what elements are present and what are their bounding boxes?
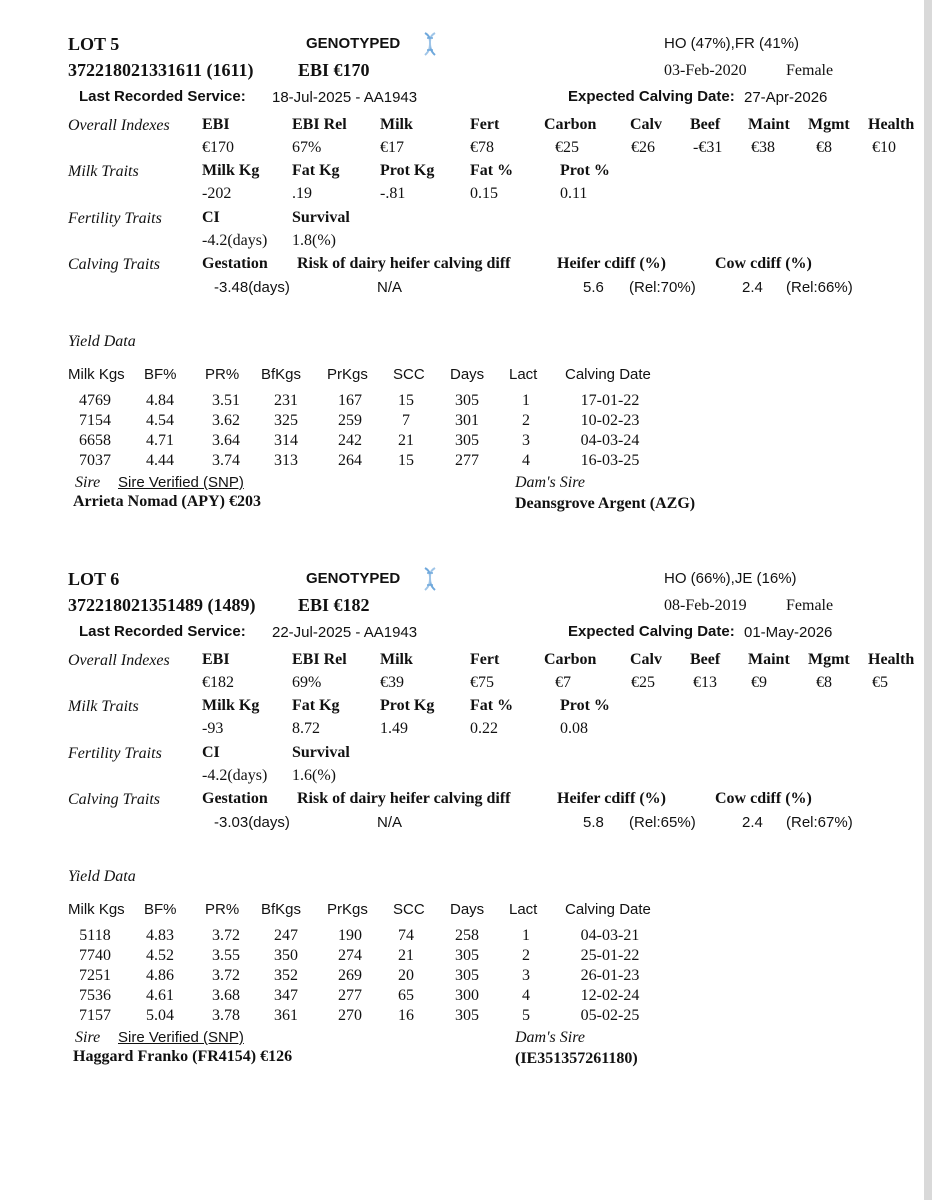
yield-cell: 2 bbox=[522, 947, 530, 964]
milk-trait-value: 0.08 bbox=[560, 720, 588, 737]
yield-column-header: Lact bbox=[509, 366, 538, 383]
yield-cell: 4.83 bbox=[146, 927, 174, 944]
cow-cdiff-value: 2.4 bbox=[742, 279, 763, 296]
yield-cell: 7157 bbox=[79, 1007, 111, 1024]
yield-cell: 258 bbox=[455, 927, 479, 944]
milk-trait-value: 1.49 bbox=[380, 720, 408, 737]
yield-cell: 259 bbox=[338, 412, 362, 429]
sire-name: Arrieta Nomad (APY) €203 bbox=[73, 493, 261, 510]
yield-cell: 7740 bbox=[79, 947, 111, 964]
yield-row bbox=[0, 967, 700, 987]
milk-trait-value: 0.11 bbox=[560, 185, 588, 202]
last-service-value: 22-Jul-2025 - AA1943 bbox=[272, 624, 418, 641]
yield-cell: 21 bbox=[398, 432, 414, 449]
yield-cell: 242 bbox=[338, 432, 362, 449]
milk-trait-value: -202 bbox=[202, 185, 232, 202]
date-of-birth: 08-Feb-2019 bbox=[664, 597, 747, 614]
milk-trait-header: Prot % bbox=[560, 162, 610, 179]
yield-cell: 347 bbox=[274, 987, 298, 1004]
sex: Female bbox=[786, 62, 834, 79]
heifer-cdiff-rel: (Rel:65%) bbox=[629, 814, 696, 831]
breed-composition: HO (47%),FR (41%) bbox=[664, 35, 800, 52]
fertility-value-survival: 1.8(%) bbox=[292, 232, 336, 249]
yield-cell: 3.72 bbox=[212, 927, 240, 944]
overall-index-value: €39 bbox=[380, 674, 404, 691]
overall-indexes-label: Overall Indexes bbox=[68, 652, 170, 669]
yield-cell: 4 bbox=[522, 452, 530, 469]
cow-cdiff-value: 2.4 bbox=[742, 814, 763, 831]
heifer-cdiff-value: 5.8 bbox=[583, 814, 604, 831]
yield-row bbox=[0, 927, 700, 947]
yield-cell: 6658 bbox=[79, 432, 111, 449]
calving-traits-label: Calving Traits bbox=[68, 791, 161, 808]
yield-cell: 74 bbox=[398, 927, 414, 944]
yield-cell: 305 bbox=[455, 1007, 479, 1024]
fertility-value-survival: 1.6(%) bbox=[292, 767, 336, 784]
yield-cell: 305 bbox=[455, 432, 479, 449]
yield-row bbox=[0, 432, 700, 452]
ebi-headline: EBI €170 bbox=[298, 60, 370, 80]
overall-index-header: EBI Rel bbox=[292, 651, 347, 668]
expected-calving-label: Expected Calving Date: bbox=[568, 623, 735, 640]
cow-cdiff-rel: (Rel:66%) bbox=[786, 279, 853, 296]
yield-cell: 3.55 bbox=[212, 947, 240, 964]
dams-sire-name: (IE351357261180) bbox=[515, 1050, 638, 1067]
yield-column-header: BF% bbox=[144, 366, 177, 383]
yield-cell: 65 bbox=[398, 987, 414, 1004]
yield-row bbox=[0, 392, 700, 412]
yield-column-header: PrKgs bbox=[327, 366, 368, 383]
yield-cell: 20 bbox=[398, 967, 414, 984]
dna-icon bbox=[422, 32, 438, 56]
yield-cell: 5 bbox=[522, 1007, 530, 1024]
yield-row bbox=[0, 1007, 700, 1027]
yield-cell: 4.61 bbox=[146, 987, 174, 1004]
genotyped-label: GENOTYPED bbox=[306, 570, 401, 587]
yield-cell: 3.51 bbox=[212, 392, 240, 409]
overall-index-header: Beef bbox=[690, 651, 721, 668]
overall-indexes-label: Overall Indexes bbox=[68, 117, 170, 134]
yield-cell: 3 bbox=[522, 967, 530, 984]
milk-trait-value: 0.15 bbox=[470, 185, 498, 202]
overall-index-header: EBI Rel bbox=[292, 116, 347, 133]
fertility-traits-label: Fertility Traits bbox=[68, 210, 162, 227]
yield-cell: 301 bbox=[455, 412, 479, 429]
yield-cell: 274 bbox=[338, 947, 362, 964]
expected-calving-value: 01-May-2026 bbox=[744, 624, 833, 641]
yield-column-header: SCC bbox=[393, 901, 425, 918]
yield-cell: 313 bbox=[274, 452, 298, 469]
yield-cell: 269 bbox=[338, 967, 362, 984]
sire-label: Sire bbox=[75, 474, 101, 491]
calving-trait-header: Risk of dairy heifer calving diff bbox=[297, 255, 511, 272]
heifer-cdiff-value: 5.6 bbox=[583, 279, 604, 296]
milk-traits-label: Milk Traits bbox=[68, 163, 139, 180]
yield-cell: 5118 bbox=[79, 927, 111, 944]
yield-cell: 2 bbox=[522, 412, 530, 429]
yield-column-header: Days bbox=[450, 366, 485, 383]
animal-id: 372218021331611 (1611) bbox=[68, 60, 254, 80]
dams-sire-name: Deansgrove Argent (AZG) bbox=[515, 495, 696, 512]
dams-sire-label: Dam's Sire bbox=[515, 1029, 585, 1046]
yield-cell: 4.86 bbox=[146, 967, 174, 984]
expected-calving-value: 27-Apr-2026 bbox=[744, 89, 828, 106]
overall-index-header: EBI bbox=[202, 116, 230, 133]
yield-cell: 4 bbox=[522, 987, 530, 1004]
milk-trait-value: .19 bbox=[292, 185, 312, 202]
yield-column-header: Milk Kgs bbox=[68, 901, 125, 918]
yield-cell: 190 bbox=[338, 927, 362, 944]
yield-cell: 7154 bbox=[79, 412, 111, 429]
overall-index-value: €26 bbox=[631, 139, 655, 156]
yield-column-header: BfKgs bbox=[261, 366, 302, 383]
yield-cell: 3.68 bbox=[212, 987, 240, 1004]
overall-index-value: €170 bbox=[202, 139, 234, 156]
overall-index-header: Maint bbox=[748, 651, 790, 668]
yield-cell: 21 bbox=[398, 947, 414, 964]
fertility-header-ci: CI bbox=[202, 744, 220, 761]
yield-data-label: Yield Data bbox=[68, 333, 136, 350]
sire-verified: Sire Verified (SNP) bbox=[118, 1029, 244, 1046]
yield-column-header: PR% bbox=[205, 366, 240, 383]
risk-value: N/A bbox=[377, 814, 403, 831]
ebi-headline: EBI €182 bbox=[298, 595, 370, 615]
yield-row bbox=[0, 452, 700, 472]
dams-sire-label: Dam's Sire bbox=[515, 474, 585, 491]
yield-cell: 264 bbox=[338, 452, 362, 469]
overall-index-value: €10 bbox=[872, 139, 896, 156]
yield-cell: 277 bbox=[455, 452, 479, 469]
yield-cell: 231 bbox=[274, 392, 298, 409]
overall-index-value: -€31 bbox=[693, 139, 723, 156]
yield-cell: 10-02-23 bbox=[580, 412, 640, 429]
calving-trait-header: Heifer cdiff (%) bbox=[557, 790, 666, 807]
breed-composition: HO (66%),JE (16%) bbox=[664, 570, 797, 587]
yield-cell: 12-02-24 bbox=[580, 987, 640, 1004]
yield-cell: 270 bbox=[338, 1007, 362, 1024]
yield-column-header: Days bbox=[450, 901, 485, 918]
lot-block bbox=[0, 34, 924, 574]
overall-index-value: €25 bbox=[631, 674, 655, 691]
yield-cell: 300 bbox=[455, 987, 479, 1004]
overall-index-header: EBI bbox=[202, 651, 230, 668]
milk-trait-header: Fat Kg bbox=[292, 697, 340, 714]
yield-row bbox=[0, 947, 700, 967]
sire-label: Sire bbox=[75, 1029, 101, 1046]
expected-calving-label: Expected Calving Date: bbox=[568, 88, 735, 105]
yield-cell: 4.52 bbox=[146, 947, 174, 964]
fertility-header-survival: Survival bbox=[292, 744, 350, 761]
overall-index-value: €5 bbox=[872, 674, 888, 691]
lot-label: LOT 6 bbox=[68, 569, 120, 589]
calving-trait-header: Heifer cdiff (%) bbox=[557, 255, 666, 272]
overall-index-header: Carbon bbox=[544, 651, 597, 668]
calving-trait-header: Risk of dairy heifer calving diff bbox=[297, 790, 511, 807]
overall-index-header: Fert bbox=[470, 116, 500, 133]
yield-cell: 15 bbox=[398, 392, 414, 409]
overall-index-value: €75 bbox=[470, 674, 494, 691]
yield-cell: 361 bbox=[274, 1007, 298, 1024]
sex: Female bbox=[786, 597, 834, 614]
overall-index-value: €25 bbox=[555, 139, 579, 156]
yield-cell: 247 bbox=[274, 927, 298, 944]
yield-cell: 05-02-25 bbox=[580, 1007, 640, 1024]
heifer-cdiff-rel: (Rel:70%) bbox=[629, 279, 696, 296]
yield-column-header: Calving Date bbox=[565, 366, 651, 383]
milk-trait-header: Milk Kg bbox=[202, 162, 260, 179]
yield-cell: 314 bbox=[274, 432, 298, 449]
yield-cell: 3.72 bbox=[212, 967, 240, 984]
page-edge bbox=[924, 0, 932, 1200]
overall-index-value: €8 bbox=[816, 674, 832, 691]
yield-cell: 7251 bbox=[79, 967, 111, 984]
yield-data-label: Yield Data bbox=[68, 868, 136, 885]
yield-column-header: Milk Kgs bbox=[68, 366, 125, 383]
yield-cell: 1 bbox=[522, 392, 530, 409]
lot-block bbox=[0, 569, 924, 1109]
yield-cell: 4.84 bbox=[146, 392, 174, 409]
milk-trait-header: Prot Kg bbox=[380, 697, 435, 714]
overall-index-value: €9 bbox=[751, 674, 767, 691]
last-service-label: Last Recorded Service: bbox=[79, 88, 246, 105]
overall-index-header: Health bbox=[868, 651, 915, 668]
lot-label: LOT 5 bbox=[68, 34, 120, 54]
yield-cell: 25-01-22 bbox=[580, 947, 640, 964]
dna-icon bbox=[422, 567, 438, 591]
calving-trait-header: Cow cdiff (%) bbox=[715, 790, 812, 807]
milk-traits-label: Milk Traits bbox=[68, 698, 139, 715]
yield-column-header: Lact bbox=[509, 901, 538, 918]
fertility-header-ci: CI bbox=[202, 209, 220, 226]
yield-cell: 350 bbox=[274, 947, 298, 964]
milk-trait-header: Fat % bbox=[470, 697, 514, 714]
overall-index-value: 69% bbox=[292, 674, 322, 691]
yield-cell: 7037 bbox=[79, 452, 111, 469]
calving-traits-label: Calving Traits bbox=[68, 256, 161, 273]
last-service-label: Last Recorded Service: bbox=[79, 623, 246, 640]
risk-value: N/A bbox=[377, 279, 403, 296]
milk-trait-value: -93 bbox=[202, 720, 224, 737]
milk-trait-header: Fat Kg bbox=[292, 162, 340, 179]
overall-index-header: Milk bbox=[380, 651, 413, 668]
yield-cell: 3.78 bbox=[212, 1007, 240, 1024]
genotyped-label: GENOTYPED bbox=[306, 35, 401, 52]
yield-cell: 16-03-25 bbox=[580, 452, 640, 469]
overall-index-header: Maint bbox=[748, 116, 790, 133]
cow-cdiff-rel: (Rel:67%) bbox=[786, 814, 853, 831]
yield-cell: 17-01-22 bbox=[580, 392, 640, 409]
yield-cell: 3.64 bbox=[212, 432, 240, 449]
yield-cell: 7536 bbox=[79, 987, 111, 1004]
yield-cell: 305 bbox=[455, 967, 479, 984]
yield-cell: 4.44 bbox=[146, 452, 174, 469]
yield-column-header: PrKgs bbox=[327, 901, 368, 918]
yield-cell: 3 bbox=[522, 432, 530, 449]
yield-cell: 3.62 bbox=[212, 412, 240, 429]
yield-cell: 167 bbox=[338, 392, 362, 409]
sire-verified: Sire Verified (SNP) bbox=[118, 474, 244, 491]
sire-name: Haggard Franko (FR4154) €126 bbox=[73, 1048, 293, 1065]
yield-cell: 1 bbox=[522, 927, 530, 944]
overall-index-header: Health bbox=[868, 116, 915, 133]
yield-column-header: Calving Date bbox=[565, 901, 651, 918]
yield-cell: 352 bbox=[274, 967, 298, 984]
fertility-header-survival: Survival bbox=[292, 209, 350, 226]
milk-trait-header: Prot Kg bbox=[380, 162, 435, 179]
yield-cell: 3.74 bbox=[212, 452, 240, 469]
overall-index-value: €182 bbox=[202, 674, 234, 691]
yield-column-header: SCC bbox=[393, 366, 425, 383]
yield-cell: 15 bbox=[398, 452, 414, 469]
overall-index-header: Beef bbox=[690, 116, 721, 133]
yield-cell: 4.71 bbox=[146, 432, 174, 449]
fertility-value-ci: -4.2(days) bbox=[202, 767, 268, 784]
yield-cell: 305 bbox=[455, 947, 479, 964]
last-service-value: 18-Jul-2025 - AA1943 bbox=[272, 89, 418, 106]
fertility-traits-label: Fertility Traits bbox=[68, 745, 162, 762]
overall-index-header: Mgmt bbox=[808, 651, 850, 668]
overall-index-value: €13 bbox=[693, 674, 717, 691]
overall-index-header: Calv bbox=[630, 651, 662, 668]
milk-trait-value: -.81 bbox=[380, 185, 406, 202]
yield-row bbox=[0, 412, 700, 432]
overall-index-value: €38 bbox=[751, 139, 775, 156]
yield-cell: 277 bbox=[338, 987, 362, 1004]
overall-index-header: Mgmt bbox=[808, 116, 850, 133]
overall-index-value: €7 bbox=[555, 674, 571, 691]
gestation-value: -3.48(days) bbox=[214, 279, 290, 296]
yield-cell: 16 bbox=[398, 1007, 414, 1024]
date-of-birth: 03-Feb-2020 bbox=[664, 62, 747, 79]
yield-cell: 4.54 bbox=[146, 412, 174, 429]
overall-index-value: €17 bbox=[380, 139, 404, 156]
gestation-value: -3.03(days) bbox=[214, 814, 290, 831]
milk-trait-header: Prot % bbox=[560, 697, 610, 714]
yield-column-header: BfKgs bbox=[261, 901, 302, 918]
overall-index-value: 67% bbox=[292, 139, 322, 156]
yield-cell: 325 bbox=[274, 412, 298, 429]
yield-row bbox=[0, 987, 700, 1007]
yield-column-header: PR% bbox=[205, 901, 240, 918]
overall-index-value: €8 bbox=[816, 139, 832, 156]
yield-cell: 04-03-21 bbox=[580, 927, 640, 944]
yield-cell: 7 bbox=[402, 412, 410, 429]
calving-trait-header: Cow cdiff (%) bbox=[715, 255, 812, 272]
milk-trait-value: 0.22 bbox=[470, 720, 498, 737]
overall-index-header: Fert bbox=[470, 651, 500, 668]
yield-cell: 5.04 bbox=[146, 1007, 174, 1024]
yield-column-header: BF% bbox=[144, 901, 177, 918]
milk-trait-value: 8.72 bbox=[292, 720, 320, 737]
yield-cell: 04-03-24 bbox=[580, 432, 640, 449]
calving-trait-header: Gestation bbox=[202, 790, 268, 807]
yield-cell: 26-01-23 bbox=[580, 967, 640, 984]
overall-index-value: €78 bbox=[470, 139, 494, 156]
yield-cell: 4769 bbox=[79, 392, 111, 409]
milk-trait-header: Milk Kg bbox=[202, 697, 260, 714]
overall-index-header: Carbon bbox=[544, 116, 597, 133]
overall-index-header: Milk bbox=[380, 116, 413, 133]
overall-index-header: Calv bbox=[630, 116, 662, 133]
yield-cell: 305 bbox=[455, 392, 479, 409]
milk-trait-header: Fat % bbox=[470, 162, 514, 179]
calving-trait-header: Gestation bbox=[202, 255, 268, 272]
fertility-value-ci: -4.2(days) bbox=[202, 232, 268, 249]
animal-id: 372218021351489 (1489) bbox=[68, 595, 256, 615]
